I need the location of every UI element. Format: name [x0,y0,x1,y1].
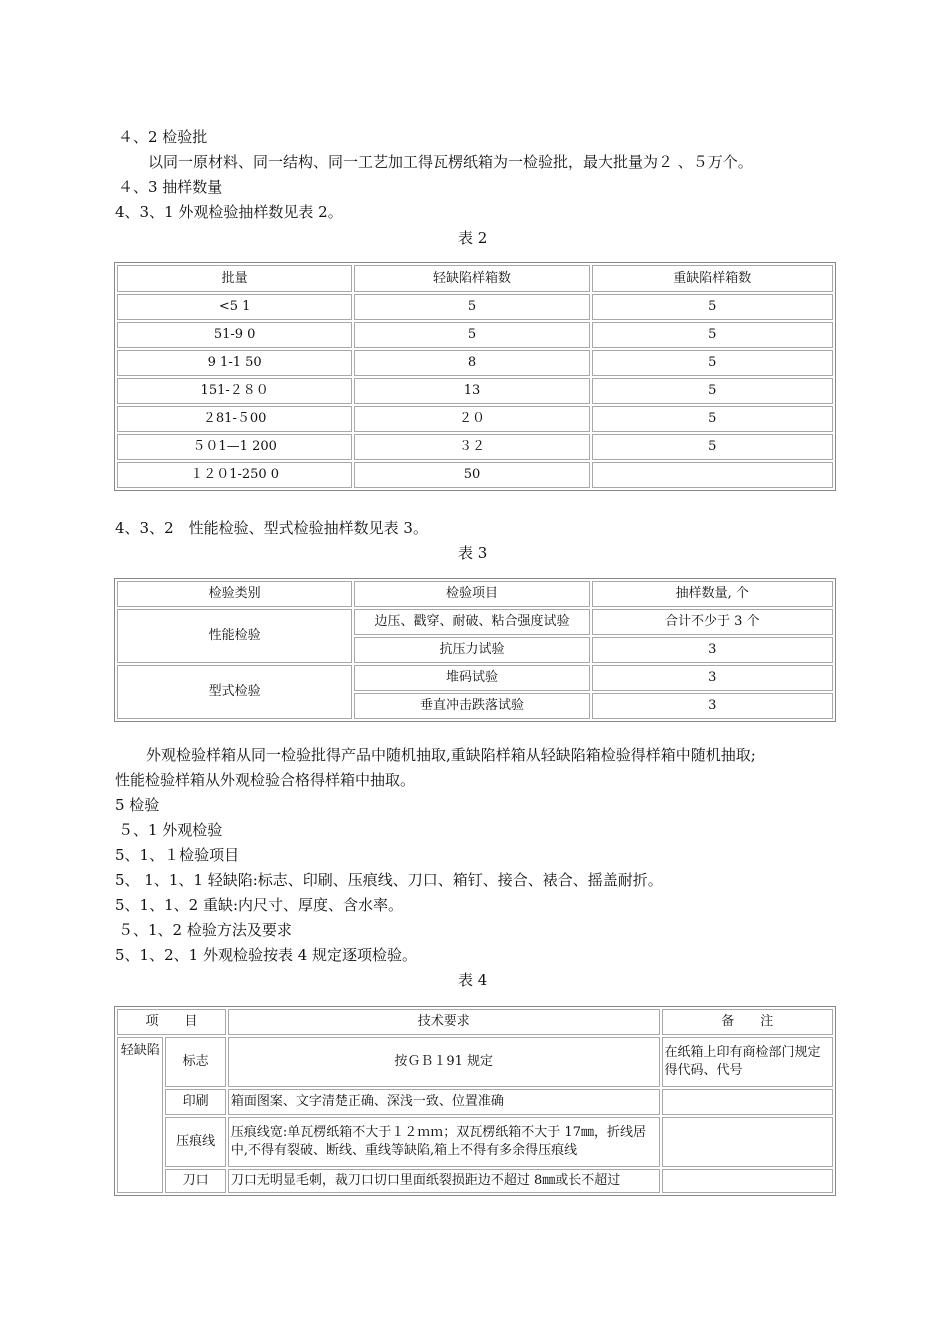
table-cell [662,1169,833,1193]
table-cell: 抗压力试验 [354,637,589,663]
column-header: 项 目 [117,1009,226,1035]
table-cell: 3 [592,693,833,719]
table-cell: 151-２８０ [117,378,352,404]
table-cell: 刀口 [165,1169,226,1193]
table-row [117,350,833,376]
paragraph-5-1-2-1: 5、1、2、1 外观检验按表 4 规定逐项检验。 [115,946,418,964]
table-cell: 13 [354,378,589,404]
table-row [117,406,833,432]
table-cell: 5 [592,350,833,376]
table-row [117,665,833,691]
column-header: 检验项目 [354,581,589,607]
table-cell: 垂直冲击跌落试验 [354,693,589,719]
table4-caption: 表 4 [458,971,488,989]
table-cell: 5 [592,406,833,432]
heading-5: 5 检验 [115,796,160,814]
column-header: 批量 [117,265,352,292]
table3-caption: 表 3 [458,544,488,562]
table-cell: 9 1-1 50 [117,350,352,376]
paragraph-sampling-2: 性能检验样箱从外观检验合格得样箱中抽取。 [115,771,416,789]
table-header-row [117,1009,833,1035]
table-cell: 51-9 0 [117,322,352,348]
heading-4-2: ４、2 检验批 [118,128,208,146]
heading-5-1: ５、1 外观检验 [118,821,223,839]
table-4 [114,1006,836,1196]
table-cell: 50 [354,462,589,488]
table-cell: 箱面图案、文字清楚正确、深浅一致、位置准确 [228,1089,660,1115]
table-row [117,434,833,460]
table-cell: 按ＧＢ１91 规定 [228,1037,660,1087]
table-cell: 5 [592,322,833,348]
heading-4-3-1: 4、3、1 外观检验抽样数见表 2。 [115,203,343,221]
table-row [117,1037,833,1087]
table-cell: ３２ [354,434,589,460]
column-header: 重缺陷样箱数 [592,265,833,292]
table-cell: 压痕线宽:单瓦楞纸箱不大于１２ｍｍ；双瓦楞纸箱不大于 17㎜，折线居中,不得有裂破、断线、重线等缺陷,箱上不得有多余得压痕线 [228,1117,660,1167]
table-cell: 3 [592,637,833,663]
category-cell: 轻缺陷 [117,1037,163,1193]
category-cell: 型式检验 [117,665,352,719]
table-cell: ５０1—1 200 [117,434,352,460]
table-cell [662,1089,833,1115]
category-cell: 性能检验 [117,609,352,663]
table2-caption: 表 2 [458,229,488,247]
column-header: 检验类别 [117,581,352,607]
table-cell: 压痕线 [165,1117,226,1167]
table-header-row [117,581,833,607]
table-row [117,462,833,488]
paragraph-batch: 以同一原材料、同一结构、同一工艺加工得瓦楞纸箱为一检验批，最大批量为２ 、５万个。 [148,153,753,171]
table-row [117,1117,833,1167]
table-cell [662,1117,833,1167]
paragraph-5-1-1-2: 5、1、1、2 重缺:内尺寸、厚度、含水率。 [115,896,403,914]
table-row [117,1089,833,1115]
table-row [117,294,833,320]
table-cell: ２０ [354,406,589,432]
column-header: 抽样数量, 个 [592,581,833,607]
table-cell: 8 [354,350,589,376]
table-cell [592,462,833,488]
column-header: 轻缺陷样箱数 [354,265,589,292]
table-cell: 5 [592,434,833,460]
table-cell: 5 [354,294,589,320]
table-2 [114,262,836,491]
table-row [117,322,833,348]
table-cell: 边压、戳穿、耐破、粘合强度试验 [354,609,589,635]
heading-5-1-1: 5、1、１检验项目 [115,846,240,864]
table-3 [114,578,836,722]
column-header: 备 注 [662,1009,833,1035]
table-header-row [117,265,833,292]
column-header: 技术要求 [228,1009,660,1035]
table-row [117,609,833,635]
table-cell: 合计不少于 3 个 [592,609,833,635]
table-cell: 5 [592,294,833,320]
table-cell: ２81-５00 [117,406,352,432]
paragraph-5-1-1-1: 5、 1、1、1 轻缺陷:标志、印刷、压痕线、刀口、箱钉、接合、裱合、摇盖耐折。 [115,871,663,889]
heading-4-3-2: 4、3、2 性能检验、型式检验抽样数见表 3。 [115,519,428,537]
table-row [117,1169,833,1193]
paragraph-sampling-1: 外观检验样箱从同一检验批得产品中随机抽取,重缺陷样箱从轻缺陷箱检验得样箱中随机抽取; [146,746,756,764]
table-cell: 印刷 [165,1089,226,1115]
heading-4-3: ４、3 抽样数量 [118,178,223,196]
table-cell: 5 [592,378,833,404]
table-cell: １２０1-250 0 [117,462,352,488]
table-cell: 在纸箱上印有商检部门规定得代码、代号 [662,1037,833,1087]
table-cell: 5 [354,322,589,348]
table-row [117,378,833,404]
table-cell: 堆码试验 [354,665,589,691]
table-cell: 刀口无明显毛刺，裁刀口切口里面纸裂损距边不超过 8㎜或长不超过 [228,1169,660,1193]
heading-5-1-2: ５、1、2 检验方法及要求 [118,921,292,939]
table-cell: 标志 [165,1037,226,1087]
table-cell: <5 1 [117,294,352,320]
table-cell: 3 [592,665,833,691]
